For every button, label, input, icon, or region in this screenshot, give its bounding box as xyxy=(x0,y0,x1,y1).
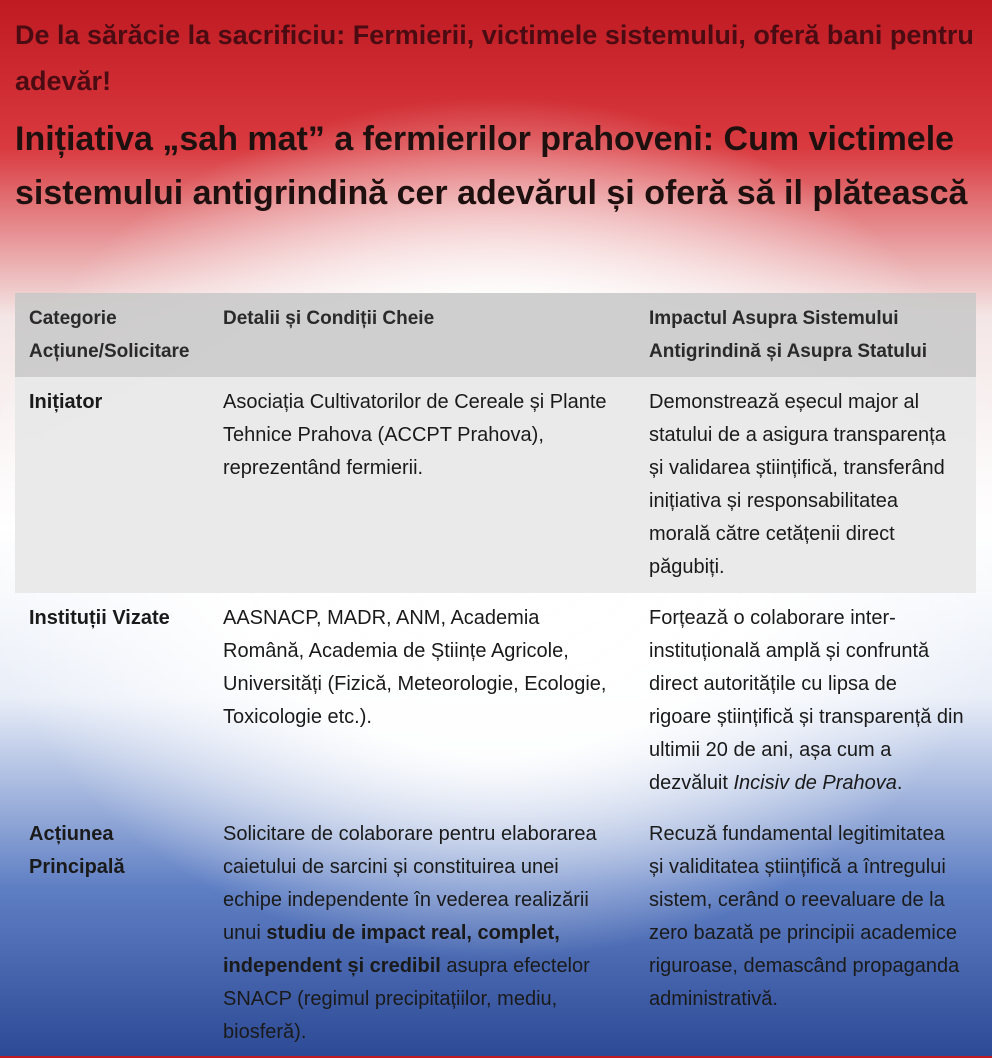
row-category: Acțiunea Principală xyxy=(29,823,125,878)
row-impact xyxy=(635,593,976,809)
table-row xyxy=(15,377,976,593)
row-details: AASNACP, MADR, ANM, Academia Română, Academia de Științe Agricole, Universități (Fizică, Meteorologie, Ecologie, Toxicologie etc.). xyxy=(223,607,607,728)
article-subheadline: Inițiativa „sah mat” a fermierilor prahoveni: Cum victimele sistemului antigrindină cer adevărul și oferă să il plătească xyxy=(15,120,968,212)
header-category: Categorie Acțiune/Solicitare xyxy=(15,293,209,377)
impact-text-end: . xyxy=(896,772,903,794)
details-text-end: asupra efectelor SNACP (regimul precipitațiilor, mediu, biosferă). xyxy=(223,955,590,1043)
article-headline: De la sărăcie la sacrificiu: Fermierii, victimele sistemului, oferă bani pentru adevăr! xyxy=(15,20,974,96)
impact-text: Forțează o colaborare inter-instituțională amplă și confruntă direct autoritățile cu lipsa de rigoare științifică și transparență din ultimii 20 de ani, așa cum a dezvăluit xyxy=(649,607,964,794)
row-impact: Recuză fundamental legitimitatea și validitatea științifică a întregului sistem, cerând o reevaluare de la zero bazată pe principii academice riguroase, demascând propaganda administrativă. xyxy=(649,823,960,1010)
table-row xyxy=(15,593,976,809)
header-impact: Impactul Asupra Sistemului Antigrindină și Asupra Statului xyxy=(635,293,976,377)
header-details: Detalii și Condiții Cheie xyxy=(209,293,635,377)
details-emphasis: studiu de impact real, complet, independent și credibil xyxy=(223,922,560,977)
row-category: Inițiator xyxy=(15,377,209,593)
details-text: Solicitare de colaborare pentru elaborarea caietului de sarcini și constituirea unei echipe independente în vederea realizării unui xyxy=(223,823,597,944)
article-header xyxy=(15,12,980,220)
row-details xyxy=(209,809,635,1058)
row-impact: Demonstrează eșecul major al statului de a asigura transparența și validarea științifică, transferând inițiativa și responsabilitatea morală către cetățenii direct păgubiți. xyxy=(635,377,976,593)
table-row xyxy=(15,809,976,1058)
row-category: Instituții Vizate xyxy=(29,607,170,629)
table-header-row xyxy=(15,293,976,377)
publication-name: Incisiv de Prahova xyxy=(733,772,897,794)
summary-table xyxy=(15,293,976,1058)
row-details: Asociația Cultivatorilor de Cereale și Plante Tehnice Prahova (ACCPT Prahova), reprezentând fermierii. xyxy=(209,377,635,593)
